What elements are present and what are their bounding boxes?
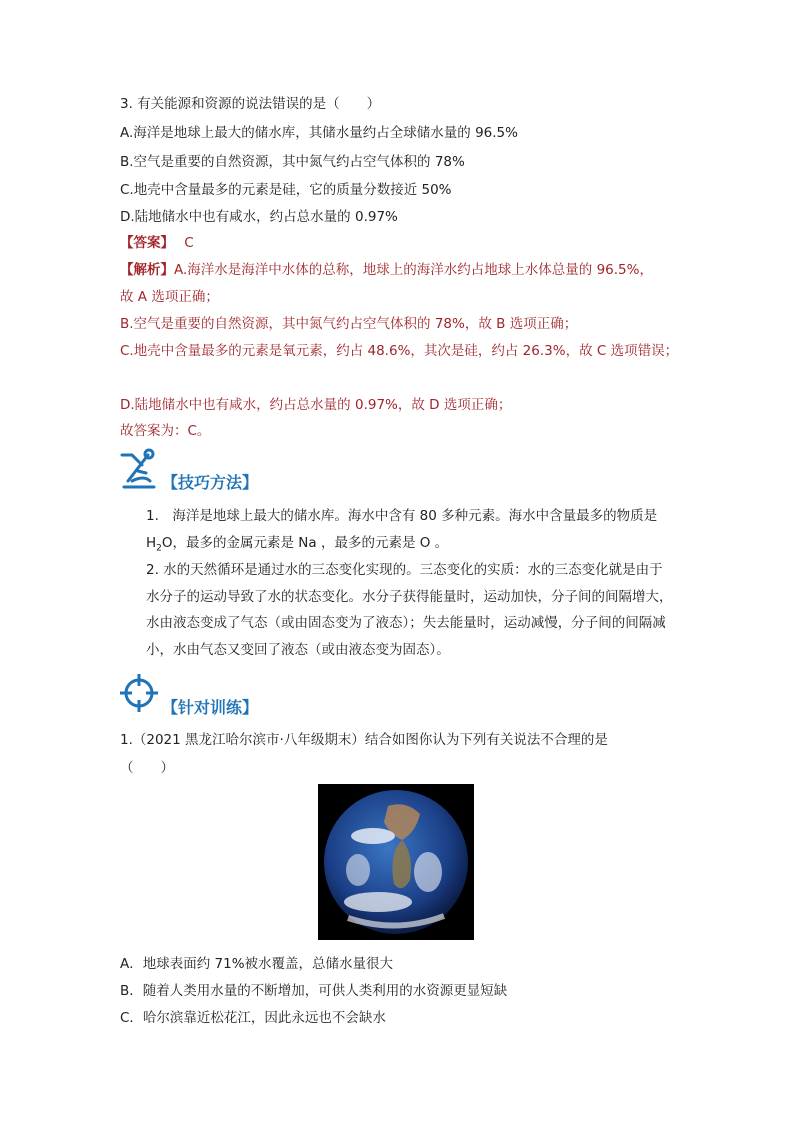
answer-tag: 【答案】	[120, 235, 174, 251]
training-option-a: A．地球表面约 71%被水覆盖，总储水量很大	[120, 956, 394, 972]
skills-point-1-line1: 1. 海洋是地球上最大的储水库。海水中含有 80 多种元素。海水中含量最多的物质是	[146, 508, 658, 524]
skills-point-2: 2. 水的天然循环是通过水的三态变化实现的。三态变化的实质：水的三态变化就是由于水分子的运动导致了水的状态变化。水分子获得能量时，运动加快，分子间的间隔增大，水由液态变成了气态（或由固态变为了液态）；失去能量时，运动减慢，分子间的间隔减小，水由气态又变回了液态（或由液态变为固态）。	[146, 562, 673, 658]
q3-answer	[120, 234, 194, 252]
q3-analysis-a1	[120, 261, 653, 279]
h2o-h: H	[146, 534, 157, 551]
q3-analysis-c: C.地壳中含量最多的元素是氧元素，约占 48.6%，其次是硅，约占 26.3%，故 C 选项错误；	[120, 343, 679, 359]
q3-option-a: A.海洋是地球上最大的储水库，其储水量约占全球储水量的 96.5%	[120, 125, 518, 141]
microscope-icon	[118, 447, 158, 491]
training-option-c: C．哈尔滨靠近松花江，因此永远也不会缺水	[120, 1010, 386, 1026]
q3-analysis-d: D.陆地储水中也有咸水，约占总水量的 0.97%，故 D 选项正确；	[120, 397, 512, 413]
q3-analysis-b: B.空气是重要的自然资源，其中氮气约占空气体积的 78%，故 B 选项正确；	[120, 316, 578, 332]
q3-option-c: C.地壳中含量最多的元素是硅，它的质量分数接近 50%	[120, 182, 452, 198]
q3-stem: 3. 有关能源和资源的说法错误的是（ ）	[120, 96, 381, 112]
q3-option-b: B.空气是重要的自然资源，其中氮气约占空气体积的 78%	[120, 154, 465, 170]
training-option-b: B．随着人类用水量的不断增加，可供人类利用的水资源更显短缺	[120, 983, 508, 999]
q3-analysis-a2: 故 A 选项正确；	[120, 289, 219, 305]
skills-title: 【技巧方法】	[162, 473, 259, 492]
answer-value: C	[184, 235, 194, 251]
analysis-a-text: A.海洋水是海洋中水体的总称，地球上的海洋水约占地球上水体总量的 96.5%，	[174, 262, 653, 278]
target-icon	[118, 672, 160, 714]
training-q1-stem: 1.（2021 黑龙江哈尔滨市·八年级期末）结合如图你认为下列有关说法不合理的是	[120, 732, 608, 748]
skills-point-1	[146, 503, 676, 562]
earth-image	[318, 784, 474, 940]
training-q1-paren: （ ）	[120, 760, 174, 776]
q3-conclusion: 故答案为：C。	[120, 423, 211, 439]
q3-option-d: D.陆地储水中也有咸水，约占总水量的 0.97%	[120, 209, 398, 225]
h2o-sub: 2	[156, 543, 162, 554]
analysis-tag: 【解析】	[120, 262, 174, 278]
h2o-rest: O，最多的金属元素是 Na ，最多的元素是 O 。	[161, 534, 449, 551]
training-title: 【针对训练】	[162, 698, 259, 717]
